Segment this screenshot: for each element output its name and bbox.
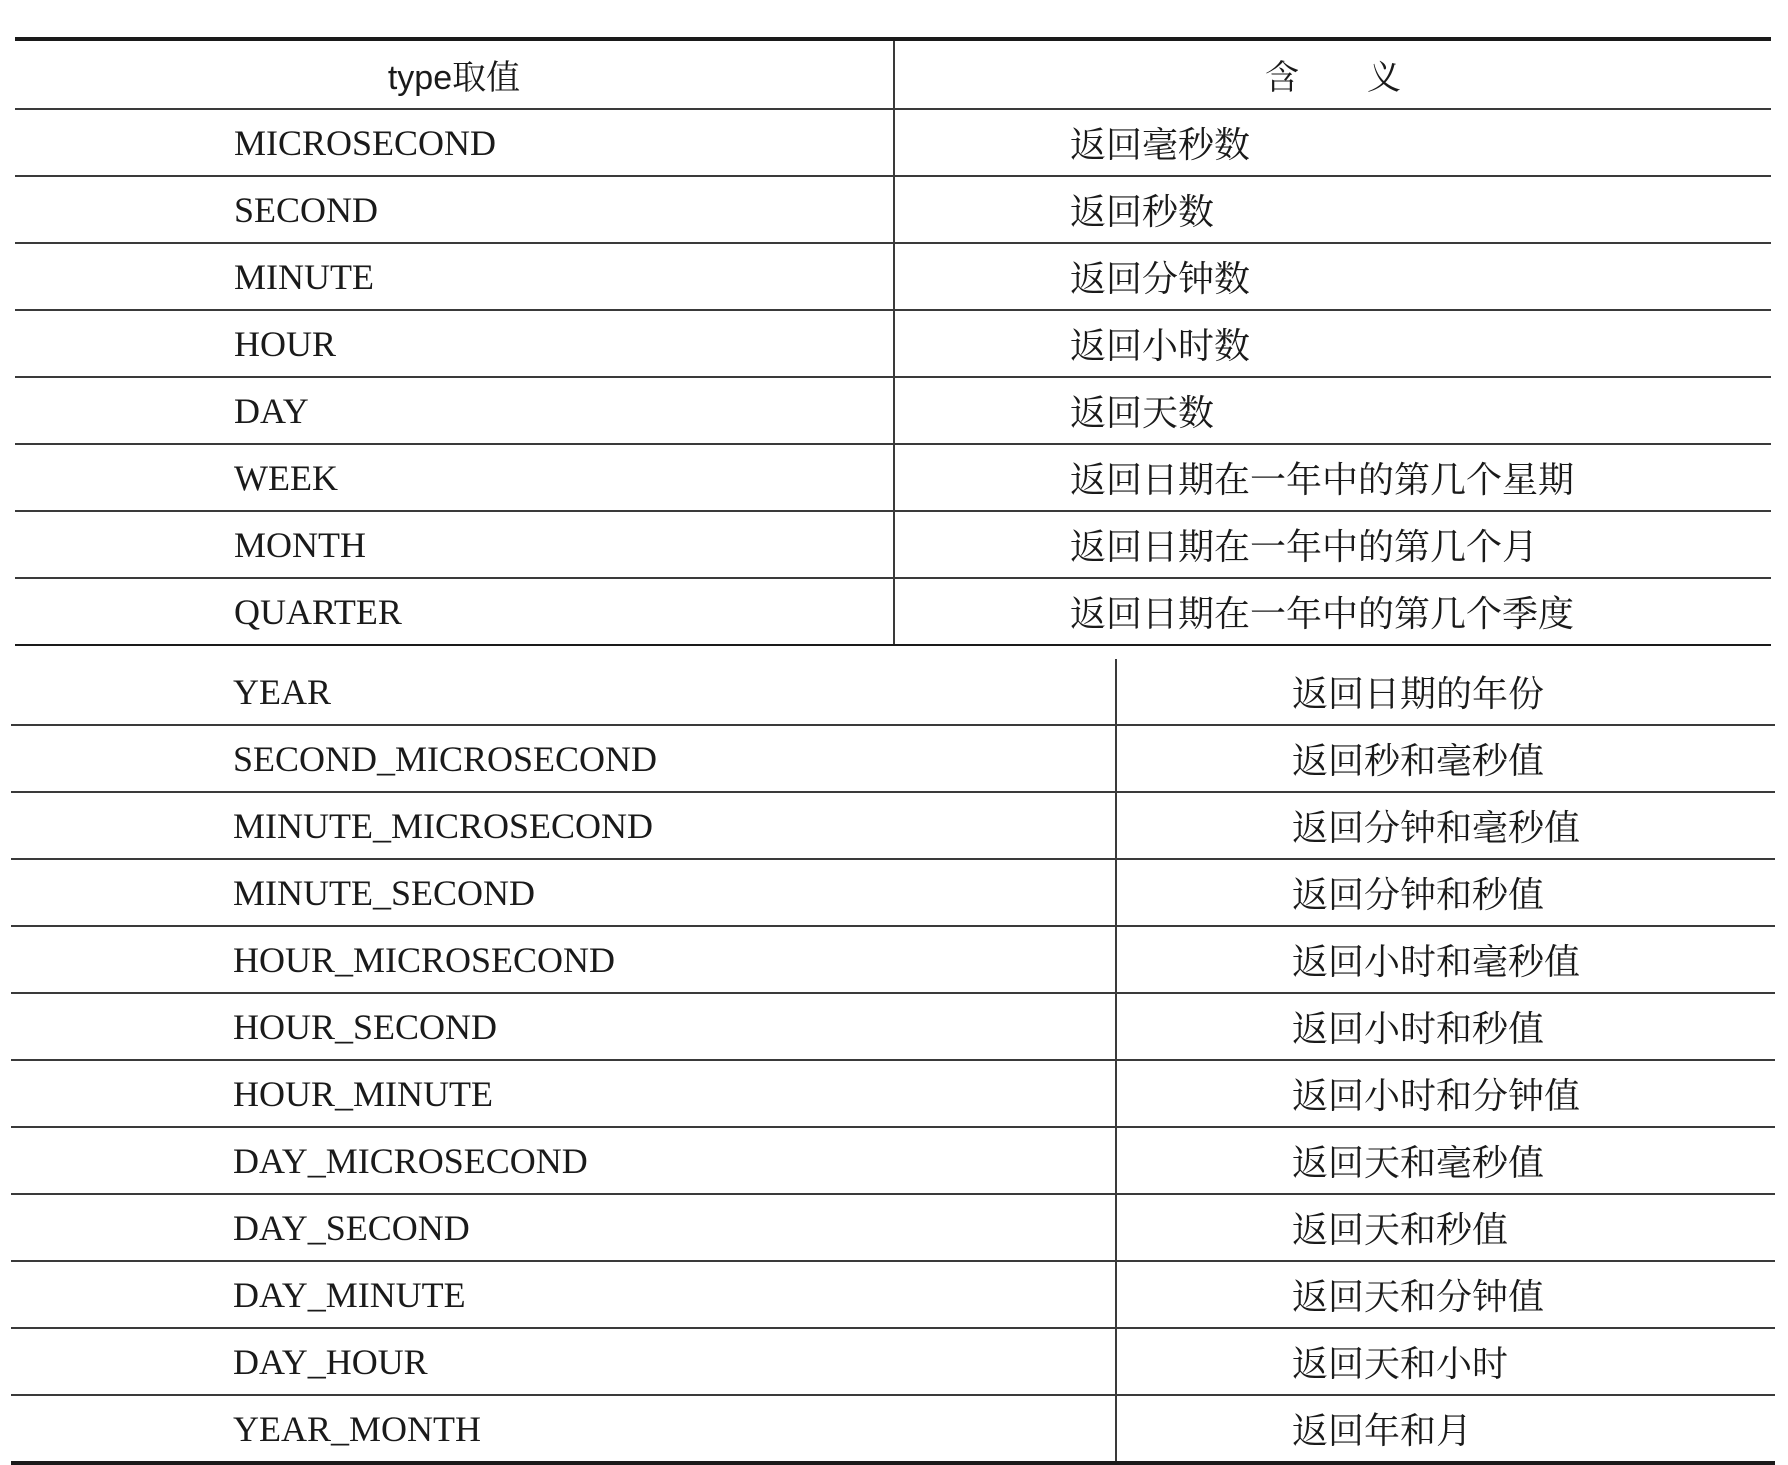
type-cell: HOUR_MICROSECOND xyxy=(11,926,1116,993)
type-cell: YEAR xyxy=(11,659,1116,725)
type-cell: DAY_MICROSECOND xyxy=(11,1127,1116,1194)
type-cell: MONTH xyxy=(15,511,894,578)
meaning-cell: 返回小时数 xyxy=(894,310,1771,377)
type-cell: DAY_SECOND xyxy=(11,1194,1116,1261)
table-row xyxy=(15,243,1771,310)
type-table xyxy=(15,41,1771,646)
meaning-cell: 返回天和秒值 xyxy=(1116,1194,1775,1261)
type-cell: HOUR_SECOND xyxy=(11,993,1116,1060)
table-row xyxy=(15,444,1771,511)
type-cell: SECOND_MICROSECOND xyxy=(11,725,1116,792)
meaning-cell: 返回小时和分钟值 xyxy=(1116,1060,1775,1127)
type-cell: QUARTER xyxy=(15,578,894,645)
table-row xyxy=(15,377,1771,444)
type-cell: SECOND xyxy=(15,176,894,243)
type-cell: HOUR_MINUTE xyxy=(11,1060,1116,1127)
table-row xyxy=(11,1127,1775,1194)
meaning-cell: 返回毫秒数 xyxy=(894,109,1771,176)
table-row xyxy=(11,1328,1775,1395)
table-row xyxy=(15,310,1771,377)
meaning-cell: 返回天数 xyxy=(894,377,1771,444)
type-cell: MINUTE xyxy=(15,243,894,310)
table-row xyxy=(11,659,1775,725)
meaning-cell: 返回秒数 xyxy=(894,176,1771,243)
header-type-value: type取值 xyxy=(15,41,894,109)
table-row xyxy=(11,993,1775,1060)
meaning-cell: 返回天和分钟值 xyxy=(1116,1261,1775,1328)
table-row xyxy=(11,1060,1775,1127)
meaning-cell: 返回日期在一年中的第几个星期 xyxy=(894,444,1771,511)
table-row xyxy=(15,578,1771,645)
meaning-cell: 返回日期的年份 xyxy=(1116,659,1775,725)
type-cell: YEAR_MONTH xyxy=(11,1395,1116,1463)
meaning-cell: 返回分钟和秒值 xyxy=(1116,859,1775,926)
type-cell: MICROSECOND xyxy=(15,109,894,176)
type-cell: DAY_MINUTE xyxy=(11,1261,1116,1328)
type-cell: WEEK xyxy=(15,444,894,511)
type-table-part-2 xyxy=(11,659,1775,1465)
meaning-cell: 返回小时和毫秒值 xyxy=(1116,926,1775,993)
meaning-cell: 返回日期在一年中的第几个月 xyxy=(894,511,1771,578)
type-cell: DAY xyxy=(15,377,894,444)
type-cell: HOUR xyxy=(15,310,894,377)
meaning-cell: 返回小时和秒值 xyxy=(1116,993,1775,1060)
type-cell: MINUTE_SECOND xyxy=(11,859,1116,926)
table-row xyxy=(11,1261,1775,1328)
table-row xyxy=(15,109,1771,176)
meaning-cell: 返回分钟数 xyxy=(894,243,1771,310)
meaning-cell: 返回秒和毫秒值 xyxy=(1116,725,1775,792)
meaning-cell: 返回天和毫秒值 xyxy=(1116,1127,1775,1194)
table-header-row xyxy=(15,41,1771,109)
type-cell: MINUTE_MICROSECOND xyxy=(11,792,1116,859)
table-row xyxy=(11,926,1775,993)
table-row xyxy=(11,725,1775,792)
table-row xyxy=(15,176,1771,243)
table-row xyxy=(11,792,1775,859)
header-meaning: 含 义 xyxy=(894,41,1771,109)
table-row xyxy=(15,511,1771,578)
meaning-cell: 返回分钟和毫秒值 xyxy=(1116,792,1775,859)
type-table-continued xyxy=(11,659,1775,1465)
table-row xyxy=(11,1194,1775,1261)
table-row xyxy=(11,1395,1775,1463)
meaning-cell: 返回天和小时 xyxy=(1116,1328,1775,1395)
meaning-cell: 返回年和月 xyxy=(1116,1395,1775,1463)
table-row xyxy=(11,859,1775,926)
meaning-cell: 返回日期在一年中的第几个季度 xyxy=(894,578,1771,645)
type-cell: DAY_HOUR xyxy=(11,1328,1116,1395)
type-table-part-1 xyxy=(15,37,1771,646)
